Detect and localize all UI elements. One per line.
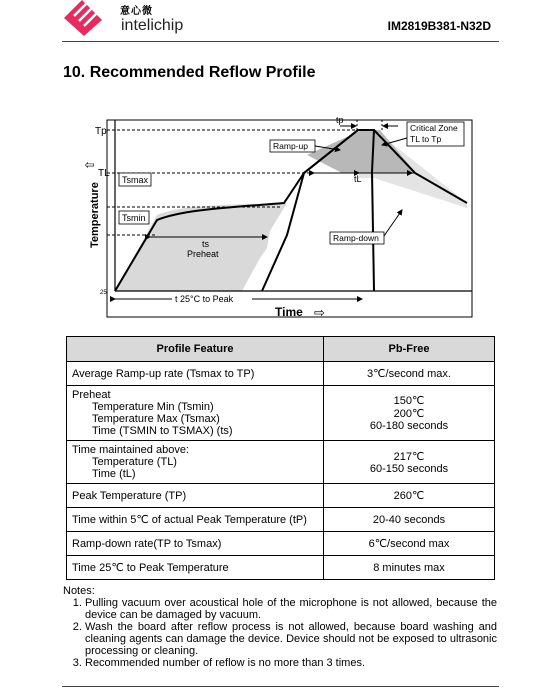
table-header-row: [67, 337, 495, 362]
value-cell: 6℃/second max: [368, 538, 450, 550]
y-axis-label: Temperature: [89, 182, 101, 248]
reflow-profile-diagram: [62, 110, 482, 325]
base-temp-label: 25: [100, 290, 107, 296]
feature-cell: Temperature Min (Tsmin): [92, 401, 214, 413]
tsmin-label: Tsmin: [122, 213, 146, 223]
note-item: 3. Recommended number of reflow is no more than 3 times.: [85, 657, 497, 669]
critical-zone-range: TL to Tp: [410, 134, 442, 144]
note-item: 1. Pulling vacuum over acoustical hole of the microphone is not allowed, because the device can be damaged by vacuum.: [85, 597, 497, 621]
table-row: [67, 362, 495, 386]
tp-duration-label: tp: [336, 115, 344, 125]
preheat-label: Preheat: [187, 249, 219, 259]
value-cell: 200℃: [393, 408, 425, 420]
x-axis-arrow: ⇨: [314, 305, 325, 320]
value-cell: 60-180 seconds: [369, 420, 449, 432]
feature-cell: Preheat: [72, 389, 111, 401]
column-header-pb-free: Pb-Free: [324, 337, 495, 362]
value-cell: 260℃: [393, 490, 425, 502]
document-id: IM2819B381-N32D: [387, 19, 491, 33]
note-item: 2. Wash the board after reflow process is not allowed, because board washing and cleaning agents can damage the device. Device should not be exposed to ultrasonic processing or cleaning.: [85, 621, 497, 657]
feature-cell: Time 25℃ to Peak Temperature: [72, 562, 229, 574]
table-row: [67, 508, 495, 532]
ts-duration-label: ts: [202, 239, 210, 249]
ramp-up-label: Ramp-up: [273, 141, 308, 151]
reflow-spec-table: [66, 336, 495, 580]
header-divider: [62, 41, 499, 42]
feature-cell: Temperature Max (Tsmax): [92, 413, 220, 425]
y-axis-arrow: ⇧: [83, 159, 97, 170]
t25-peak-label: t 25°C to Peak: [175, 294, 234, 304]
feature-cell: Time within 5℃ of actual Peak Temperature (tP): [72, 514, 307, 526]
value-cell: 150℃: [393, 395, 425, 407]
notes-section: [63, 585, 497, 669]
feature-cell: Time (tL): [92, 468, 136, 480]
table-row: [67, 441, 495, 484]
table-row: [67, 386, 495, 441]
table-row: [67, 532, 495, 556]
column-header-feature: Profile Feature: [67, 337, 324, 362]
tl-level-label: TL: [98, 168, 110, 179]
value-cell: 8 minutes max: [373, 561, 445, 574]
section-title: 10. Recommended Reflow Profile: [63, 64, 316, 81]
feature-cell: Peak Temperature (TP): [72, 489, 187, 502]
value-cell: 217℃: [393, 450, 425, 463]
feature-cell: Ramp-down rate(TP to Tsmax): [72, 537, 222, 550]
value-cell: 20-40 seconds: [372, 513, 446, 526]
feature-cell: Time (TSMIN to TSMAX) (ts): [92, 425, 233, 437]
x-axis-label: Time: [275, 305, 303, 319]
feature-cell: Average Ramp-up rate (Tsmax to TP): [72, 367, 255, 380]
value-cell: 3℃/second max.: [367, 368, 451, 380]
value-cell: 60-150 seconds: [369, 462, 449, 475]
notes-title: Notes:: [63, 585, 95, 597]
table-row: [67, 484, 495, 508]
ramp-down-label: Ramp-down: [333, 233, 379, 243]
footer-divider: [62, 686, 499, 687]
tp-level-label: Tp: [95, 126, 107, 137]
feature-cell: Temperature (TL): [92, 456, 177, 468]
brand-name: intelichip: [121, 17, 184, 34]
feature-cell: Time maintained above:: [72, 444, 189, 456]
tl-duration-label: tL: [354, 174, 362, 184]
tsmax-label: Tsmax: [122, 175, 149, 185]
table-row: [67, 556, 495, 580]
brand-logo: [62, 0, 112, 36]
brand-chinese-name: 意心微: [120, 6, 153, 17]
critical-zone-title: Critical Zone: [410, 123, 458, 133]
